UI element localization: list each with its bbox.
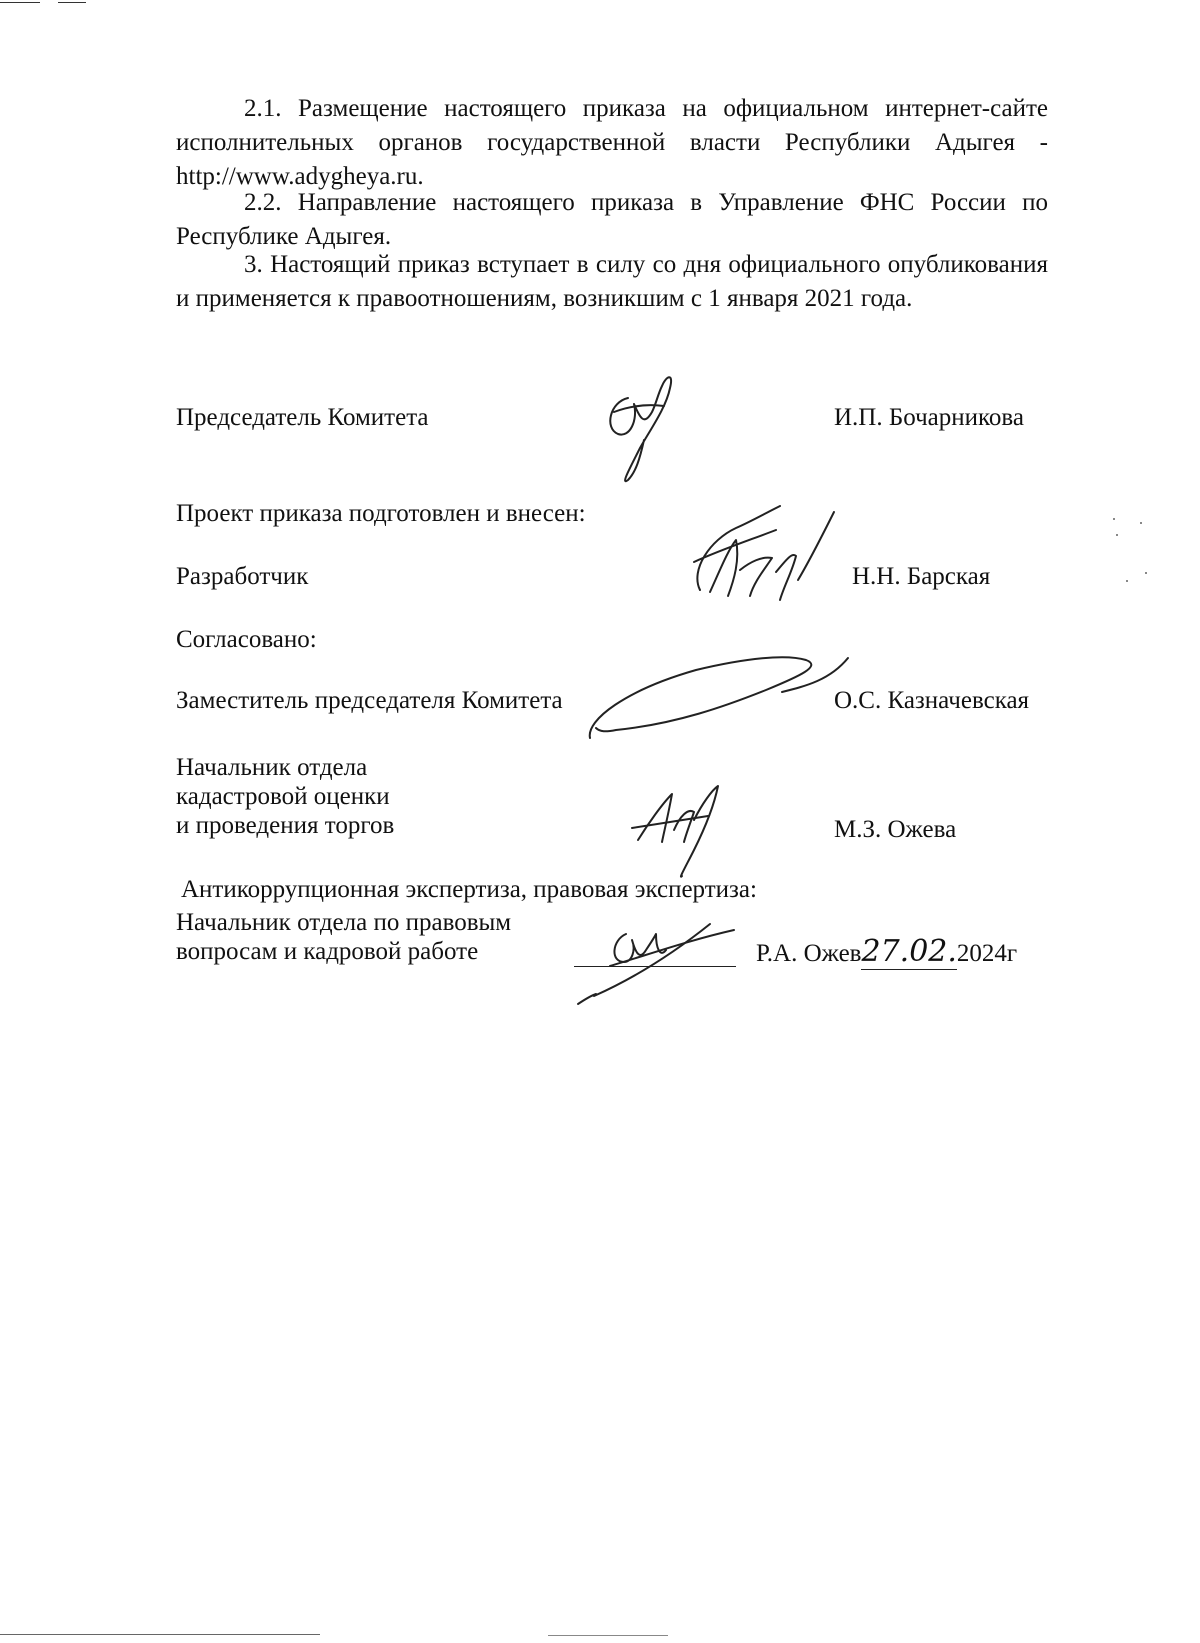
scan-mark (1145, 572, 1147, 574)
legal-date-handwritten: 27.02. (861, 934, 957, 969)
scan-mark (1116, 534, 1118, 536)
legal-title-line-2: вопросам и кадровой работе (176, 938, 479, 965)
paragraph-2-1: 2.1. Размещение настоящего приказа на официальном интернет-сайте исполнительных органов государственной власти Республики Адыгея - http://www.adygheya.ru. (176, 95, 1048, 190)
scan-mark (1113, 518, 1115, 520)
scan-mark (548, 1635, 668, 1636)
head-name: М.З. Ожева (834, 816, 957, 843)
deputy-title: Заместитель председателя Комитета (176, 687, 563, 714)
head-title-line-2: кадастровой оценки (176, 783, 390, 810)
expertise-label: Антикоррупционная экспертиза, правовая экспертиза: (181, 876, 757, 903)
deputy-name: О.С. Казначевская (834, 687, 1030, 714)
prepared-by-label: Проект приказа подготовлен и внесен: (176, 500, 586, 527)
deputy-signature (586, 650, 856, 746)
paragraph-3: 3. Настоящий приказ вступает в силу со дня официального опубликования и применяется к правоотношениям, возникшим с 1 января 2021 года. (176, 251, 1048, 312)
legal-title (176, 908, 511, 966)
scan-mark (0, 1634, 320, 1635)
scan-mark (1126, 580, 1128, 582)
chair-signature (600, 368, 710, 498)
head-title-line-3: и проведения торгов (176, 812, 395, 839)
head-signature (628, 780, 738, 890)
developer-name: Н.Н. Барская (852, 563, 991, 590)
paragraph-2-2: 2.2. Направление настоящего приказа в Управление ФНС России по Республике Адыгея. (176, 189, 1048, 250)
legal-date-underline (861, 934, 957, 970)
head-title (176, 753, 394, 840)
legal-title-line-1: Начальник отдела по правовым (176, 909, 512, 936)
legal-year: 2024г (956, 940, 1018, 967)
scan-mark (1140, 522, 1142, 524)
agreed-label: Согласовано: (176, 626, 317, 653)
legal-name-and-date (756, 934, 1018, 970)
head-title-line-1: Начальник отдела (176, 754, 368, 781)
chair-title: Председатель Комитета (176, 404, 429, 431)
developer-title: Разработчик (176, 563, 309, 590)
scan-mark (0, 2, 40, 3)
legal-name: Р.А. Ожев (756, 940, 862, 967)
legal-signature (570, 910, 740, 1006)
scan-mark (58, 2, 86, 3)
chair-name: И.П. Бочарникова (834, 404, 1024, 431)
developer-signature (680, 500, 840, 610)
